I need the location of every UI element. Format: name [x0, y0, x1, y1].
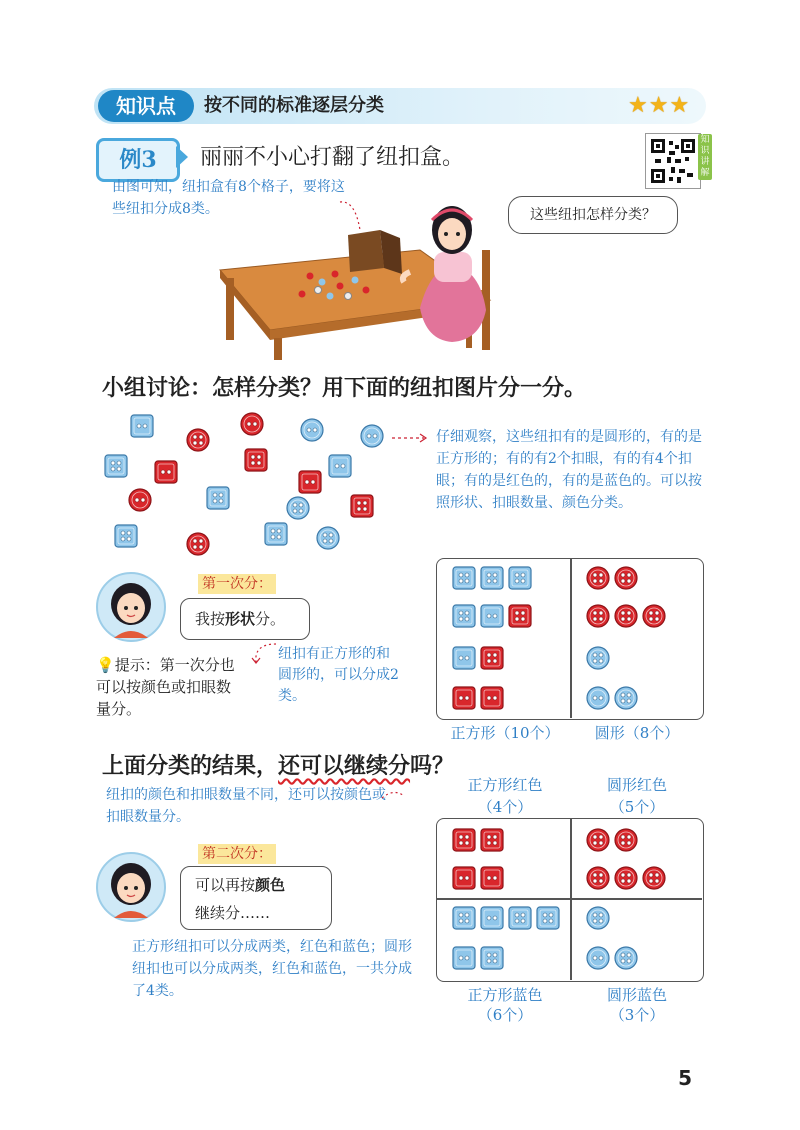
round-button-blue — [587, 907, 609, 929]
square-button-red — [453, 829, 475, 851]
continue-title-emphasis: 还可以继续分 — [278, 753, 411, 779]
square-button-red — [509, 605, 531, 627]
second-speech-text — [181, 867, 331, 927]
first-grid-buttons — [436, 558, 702, 718]
square-button-red — [481, 687, 503, 709]
square-button-blue — [453, 605, 475, 627]
first-speech-keyword: 形状 — [225, 610, 256, 628]
continue-title — [102, 750, 454, 782]
square-button-blue — [115, 525, 137, 547]
second-speech-a: 可以再按 — [195, 876, 256, 894]
square-button-blue — [131, 415, 153, 437]
avatar-first — [96, 572, 166, 642]
discussion-title: 小组讨论：怎样分类？用下面的纽扣图片分一分。 — [102, 375, 587, 401]
square-button-blue — [453, 647, 475, 669]
first-speech-c: 分。 — [255, 610, 286, 628]
round-button-red — [587, 867, 609, 889]
caption-round-blue-a: 圆形蓝色 — [606, 986, 667, 1004]
tip-text — [96, 654, 242, 720]
round-button-red — [587, 829, 609, 851]
second-speech-keyword: 颜色 — [255, 876, 286, 894]
continue-note: 纽扣的颜色和扣眼数量不同，还可以按颜色或扣眼数量分。 — [106, 787, 386, 825]
square-button-blue — [453, 947, 475, 969]
header-title: 按不同的标准逐层分类 — [204, 95, 384, 116]
square-button-blue — [509, 567, 531, 589]
round-button-blue — [587, 647, 609, 669]
qr-label: 知识讲解 — [698, 134, 712, 180]
caption-square-red-a: 正方形红色 — [467, 776, 543, 794]
example-tag-arrow — [176, 146, 188, 168]
square-button-blue — [481, 605, 503, 627]
round-button-red — [587, 567, 609, 589]
caption-square-blue-b: （6个） — [477, 1006, 533, 1024]
second-speech-c: 继续分…… — [195, 904, 271, 922]
first-speech-a: 我按 — [195, 610, 226, 628]
first-note: 纽扣有正方形的和圆形的，可以分成2类。 — [278, 646, 399, 704]
square-button-blue — [207, 487, 229, 509]
round-button-red — [241, 413, 263, 435]
round-button-red — [187, 533, 209, 555]
square-button-blue — [105, 455, 127, 477]
square-button-red — [245, 449, 267, 471]
square-button-blue — [537, 907, 559, 929]
round-button-red — [643, 605, 665, 627]
round-button-blue — [615, 687, 637, 709]
second-split-tag: 第二次分： — [198, 844, 276, 864]
square-button-red — [481, 867, 503, 889]
round-button-blue — [587, 947, 609, 969]
square-button-red — [155, 461, 177, 483]
second-grid-buttons — [436, 818, 702, 980]
square-button-blue — [481, 907, 503, 929]
round-button-blue — [615, 947, 637, 969]
page-number: 5 — [678, 1066, 692, 1090]
round-button-blue — [361, 425, 383, 447]
square-button-red — [351, 495, 373, 517]
caption-round-red-b: （5个） — [609, 798, 665, 816]
caption-round: 圆形（8个） — [594, 724, 680, 742]
square-button-red — [299, 471, 321, 493]
caption-round-blue-b: （3个） — [609, 1006, 665, 1024]
caption-round-red-a: 圆形红色 — [606, 776, 667, 794]
round-button-red — [615, 867, 637, 889]
lightbulb-icon: 💡 — [96, 656, 115, 674]
square-button-blue — [453, 567, 475, 589]
square-button-red — [453, 867, 475, 889]
qr-code-icon[interactable] — [646, 134, 700, 188]
square-button-blue — [265, 523, 287, 545]
round-button-red — [129, 489, 151, 511]
pointer-arrow — [392, 430, 432, 446]
caption-square: 正方形（10个） — [450, 724, 560, 742]
round-button-blue — [301, 419, 323, 441]
square-button-blue — [481, 947, 503, 969]
speech-bubble — [508, 196, 678, 234]
example-tag: 例3 — [96, 138, 180, 182]
round-button-red — [615, 829, 637, 851]
continue-title-a: 上面分类的结果， — [102, 753, 279, 779]
square-button-red — [481, 829, 503, 851]
square-button-blue — [481, 567, 503, 589]
round-button-blue — [287, 497, 309, 519]
round-button-blue — [317, 527, 339, 549]
example-title: 丽丽不小心打翻了纽扣盒。 — [200, 145, 465, 170]
first-speech-text — [181, 599, 309, 639]
round-button-red — [587, 605, 609, 627]
continue-title-c: 吗？ — [410, 753, 455, 779]
first-note-arrow — [250, 642, 280, 666]
square-button-blue — [509, 907, 531, 929]
round-button-red — [643, 867, 665, 889]
continue-note-arrow — [380, 786, 410, 806]
square-button-blue — [329, 455, 351, 477]
knowledge-point-pill: 知识点 — [98, 90, 194, 122]
round-button-red — [615, 567, 637, 589]
speech-text: 这些纽扣怎样分类？ — [530, 207, 656, 223]
second-speech-bubble — [180, 866, 332, 930]
avatar-second — [96, 852, 166, 922]
first-speech-bubble — [180, 598, 310, 640]
difficulty-stars: ★★★ — [628, 93, 691, 118]
caption-square-red-b: （4个） — [477, 798, 533, 816]
first-split-tag: 第一次分： — [198, 574, 276, 594]
example-note: 由图可知，纽扣盒有8个格子，要将这些纽扣分成8类。 — [112, 179, 345, 217]
observe-note: 仔细观察，这些纽扣有的是圆形的，有的是正方形的；有的有2个扣眼，有的有4个扣眼；有的是红色的，有的是蓝色的。可以按照形状、扣眼数量、颜色分类。 — [436, 429, 702, 511]
second-note: 正方形纽扣可以分成两类，红色和蓝色；圆形纽扣也可以分成两类，红色和蓝色，一共分成了4类。 — [132, 939, 412, 999]
square-button-red — [481, 647, 503, 669]
round-button-red — [615, 605, 637, 627]
round-button-blue — [587, 687, 609, 709]
tip-body: 提示：第一次分也可以按颜色或扣眼数量分。 — [96, 656, 235, 718]
square-button-blue — [453, 907, 475, 929]
girl-at-table-illustration — [190, 190, 510, 360]
scattered-buttons — [96, 408, 426, 568]
caption-square-blue-a: 正方形蓝色 — [467, 986, 543, 1004]
round-button-red — [187, 429, 209, 451]
square-button-red — [453, 687, 475, 709]
